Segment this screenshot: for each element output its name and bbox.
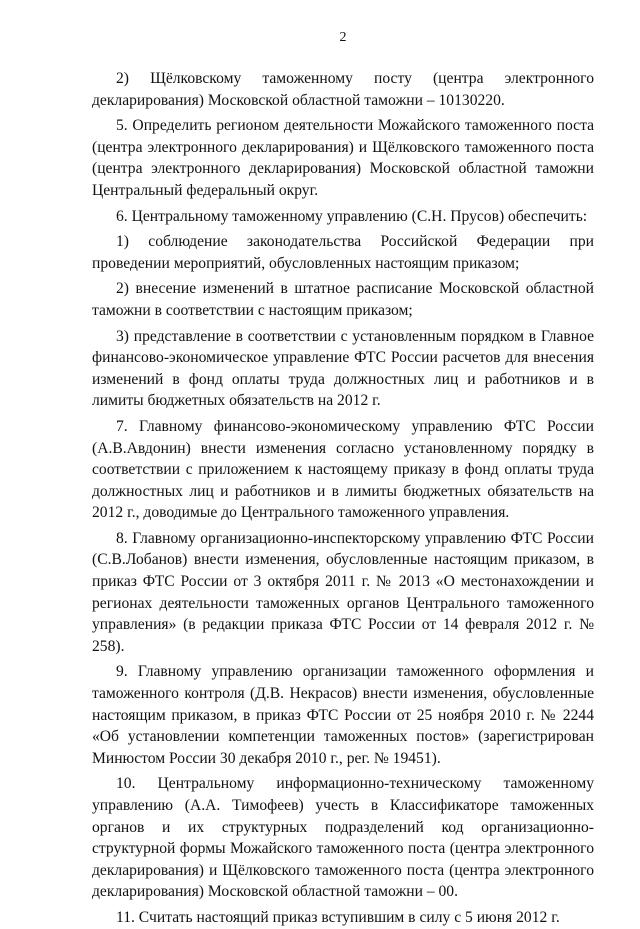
paragraph-5: 5. Определить регионом деятельности Можайского таможенного поста (центра электронного декларирования) и Щёлковского таможенного поста (центра электронного декларирования) Московской областной таможни Центральный федеральный округ.: [92, 117, 594, 199]
paragraph-9: 9. Главному управлению организации таможенного оформления и таможенного контроля (Д.В. Некрасов) внести изменения, обусловленные настоящим приказом, в приказ ФТС России от 25 ноября 2010 г. № 2244 «Об установлении компетенции таможенных постов» (зарегистрирован Минюстом России 30 декабря 2010 г., рег. № 19451).: [92, 663, 594, 767]
paragraph-6-item-1: 1) соблюдение законодательства Российской Федерации при проведении мероприятий, обусловленных настоящим приказом;: [92, 233, 594, 272]
paragraph-11: 11. Считать настоящий приказ вступившим в силу с 5 июня 2012 г.: [116, 908, 560, 926]
paragraph-8: 8. Главному организационно-инспекторскому управлению ФТС России (С.В.Лобанов) внести изменения, обусловленные настоящим приказом, в приказ ФТС России от 3 октября 2011 г. № 2013 «О местонахождении и регионах деятельности таможенных органов Центрального таможенного управления» (в редакции приказа ФТС России от 14 февраля 2012 г. № 258).: [92, 529, 594, 655]
page-number: 2: [339, 30, 347, 45]
paragraph-7: 7. Главному финансово-экономическому управлению ФТС России (А.В.Авдонин) внести изменения согласно установленному порядку в соответствии с приложением к настоящему приказу в фонд оплаты труда должностных лиц и работников и в лимиты бюджетных обязательств на 2012 г., доводимые до Центрального таможенного управления.: [92, 417, 594, 522]
paragraph-item-2-tail: 2) Щёлковскому таможенному посту (центра электронного декларирования) Московской областной таможни – 10130220.: [92, 70, 594, 109]
paragraph-6: 6. Центральному таможенному управлению (С.Н. Прусов) обеспечить:: [116, 207, 588, 225]
paragraph-6-item-2: 2) внесение изменений в штатное расписание Московской областной таможни в соответствии с настоящим приказом;: [92, 280, 594, 319]
paragraph-10: 10. Центральному информационно-техническому таможенному управлению (А.А. Тимофеев) учесть в Классификаторе таможенных органов и их структурных подразделений код организационно-структурной формы Можайского таможенного поста (центра электронного декларирования) и Щёлковского таможенного поста (центра электронного декларирования) Московской областной таможни – 00.: [92, 775, 594, 901]
document-body: [92, 68, 594, 929]
paragraph-6-item-3: 3) представление в соответствии с установленным порядком в Главное финансово-экономическое управление ФТС России расчетов для внесения изменений в фонд оплаты труда должностных лиц и работников и в лимиты бюджетных обязательств на 2012 г.: [92, 327, 594, 410]
